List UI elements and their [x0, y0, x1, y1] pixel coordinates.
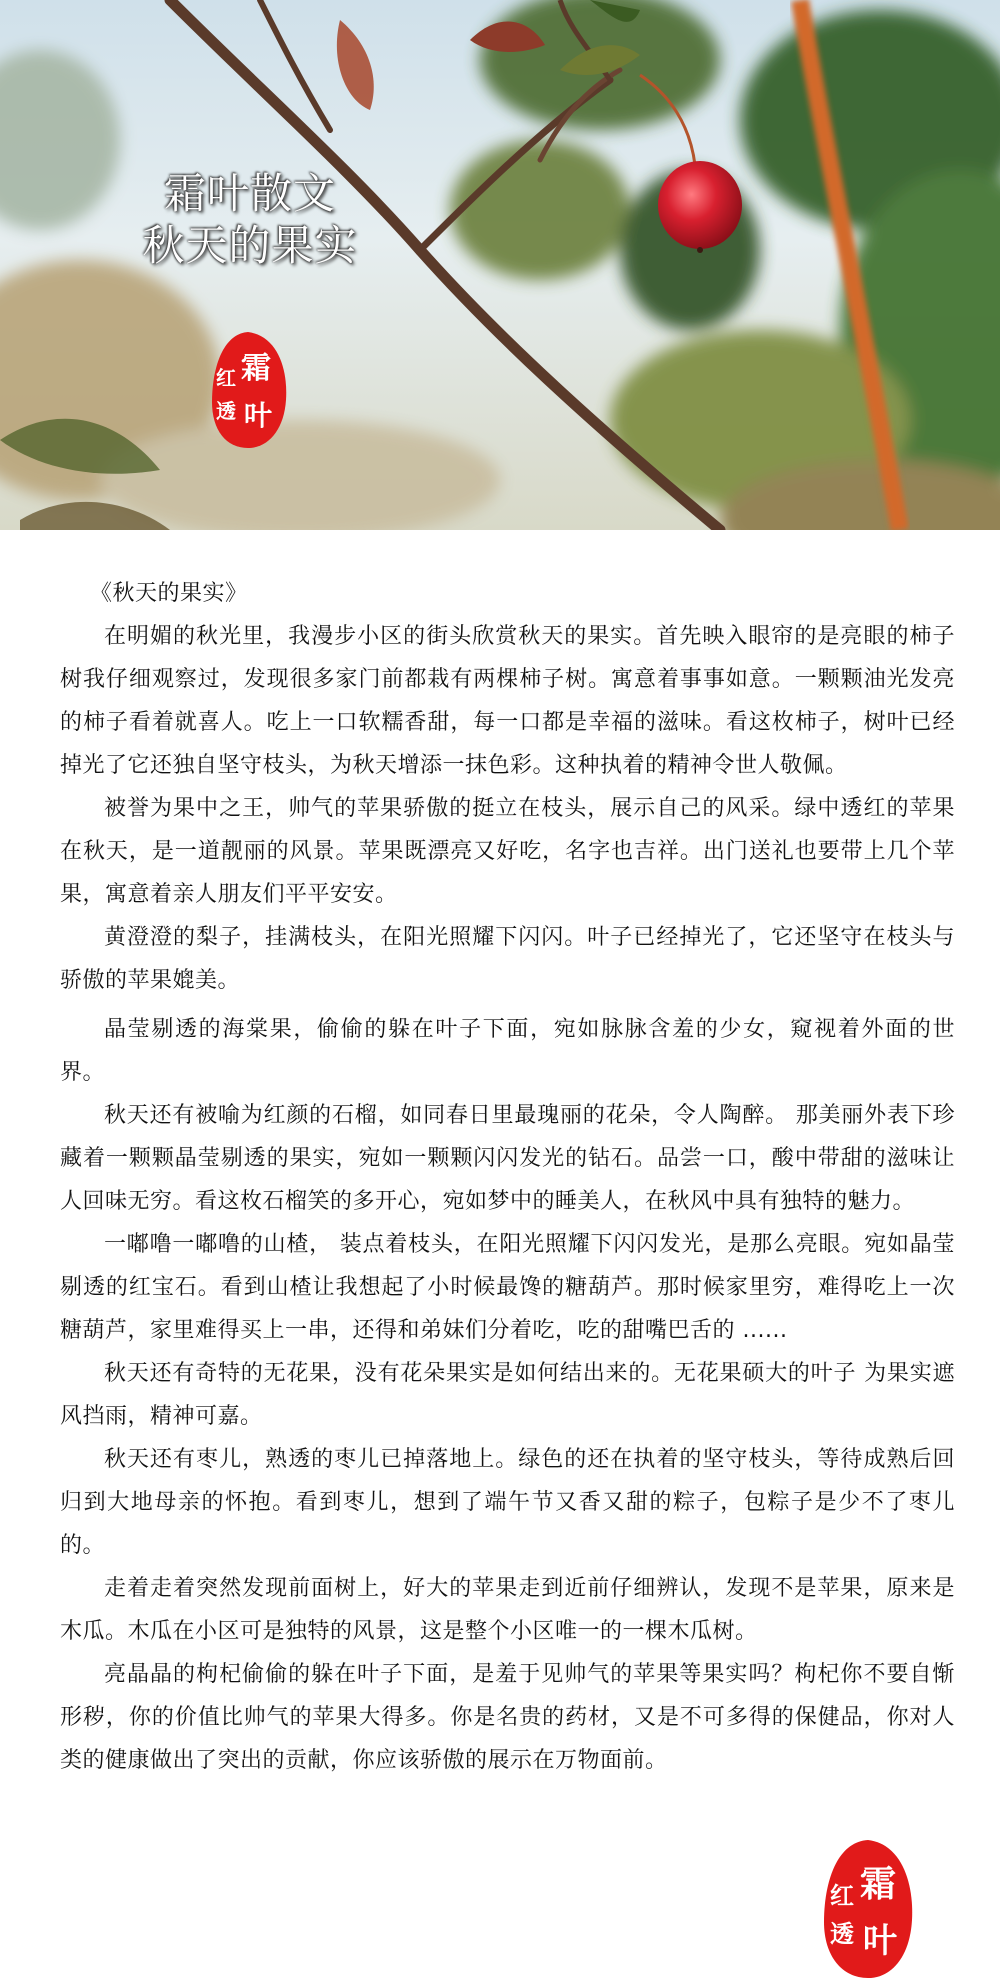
article-paragraph: 被誉为果中之王，帅气的苹果骄傲的挺立在枝头，展示自己的风采。绿中透红的苹果在秋天，是一道靓丽的风景。苹果既漂亮又好吃，名字也吉祥。出门送礼也要带上几个苹果，寓意着亲人朋友们平平安安。 [60, 796, 955, 907]
svg-text:霜: 霜 [241, 351, 271, 386]
svg-text:霜: 霜 [859, 1863, 897, 1905]
banner-title-line2: 秋天的果实 [142, 221, 358, 270]
banner-photo [0, 0, 1000, 530]
crabapple-fruit [658, 161, 742, 249]
article-paragraph: 在明媚的秋光里，我漫步小区的街头欣赏秋天的果实。首先映入眼帘的是亮眼的柿子树我仔细观察过，发现很多家门前都栽有两棵柿子树。寓意着事事如意。一颗颗油光发亮的柿子看着就喜人。吃上一口软糯香甜，每一口都是幸福的滋味。看这枚柿子，树叶已经掉光了它还独自坚守枝头，为秋天增添一抹色彩。这种执着的精神令世人敬佩。 [60, 624, 955, 778]
article-paragraph: 秋天还有枣儿，熟透的枣儿已掉落地上。绿色的还在执着的坚守枝头，等待成熟后回归到大地母亲的怀抱。看到枣儿，想到了端午节又香又甜的粽子，包粽子是少不了枣儿的。 [60, 1447, 955, 1558]
article-paragraph: 晶莹剔透的海棠果，偷偷的躲在叶子下面，宛如脉脉含羞的少女，窥视着外面的世界。 [60, 1017, 955, 1085]
article-paragraph: 黄澄澄的梨子，挂满枝头，在阳光照耀下闪闪。叶子已经掉光了，它还坚守在枝头与骄傲的苹果媲美。 [60, 925, 955, 993]
article-paragraph: 秋天还有奇特的无花果，没有花朵果实是如何结出来的。无花果硕大的叶子 为果实遮风挡雨，精神可嘉。 [60, 1361, 955, 1429]
banner-title-line1: 霜叶散文 [163, 169, 336, 218]
svg-text:透: 透 [830, 1919, 854, 1948]
article [60, 572, 955, 1782]
seal-stamp-bottom [820, 1838, 916, 1980]
article-title: 《秋天的果实》 [90, 581, 248, 606]
article-paragraph: 走着走着突然发现前面树上，好大的苹果走到近前仔细辨认，发现不是苹果，原来是木瓜。木瓜在小区可是独特的风景，这是整个小区唯一的一棵木瓜树。 [60, 1576, 955, 1644]
article-paragraph: 秋天还有被喻为红颜的石榴，如同春日里最瑰丽的花朵，令人陶醉。 那美丽外表下珍藏着一颗颗晶莹剔透的果实，宛如一颗颗闪闪发光的钻石。品尝一口，酸中带甜的滋味让人回味无穷。看这枚石榴笑的多开心，宛如梦中的睡美人，在秋风中具有独特的魅力。 [60, 1103, 955, 1214]
seal-stamp-top [208, 330, 290, 450]
banner-title [130, 168, 370, 272]
svg-text:透: 透 [216, 399, 236, 423]
svg-text:红: 红 [830, 1881, 854, 1910]
article-paragraph: 一嘟噜一嘟噜的山楂， 装点着枝头，在阳光照耀下闪闪发光，是那么亮眼。宛如晶莹剔透的红宝石。看到山楂让我想起了小时候最馋的糖葫芦。那时候家里穷，难得吃上一次糖葫芦，家里难得买上一串，还得和弟妹们分着吃，吃的甜嘴巴舌的 ...... [60, 1232, 955, 1343]
svg-text:叶: 叶 [863, 1921, 897, 1961]
article-paragraph: 亮晶晶的枸杞偷偷的躲在叶子下面，是羞于见帅气的苹果等果实吗？枸杞你不要自惭形秽，你的价值比帅气的苹果大得多。你是名贵的药材，又是不可多得的保健品，你对人类的健康做出了突出的贡献，你应该骄傲的展示在万物面前。 [60, 1662, 955, 1773]
svg-text:叶: 叶 [243, 399, 273, 432]
svg-text:红: 红 [216, 366, 236, 390]
